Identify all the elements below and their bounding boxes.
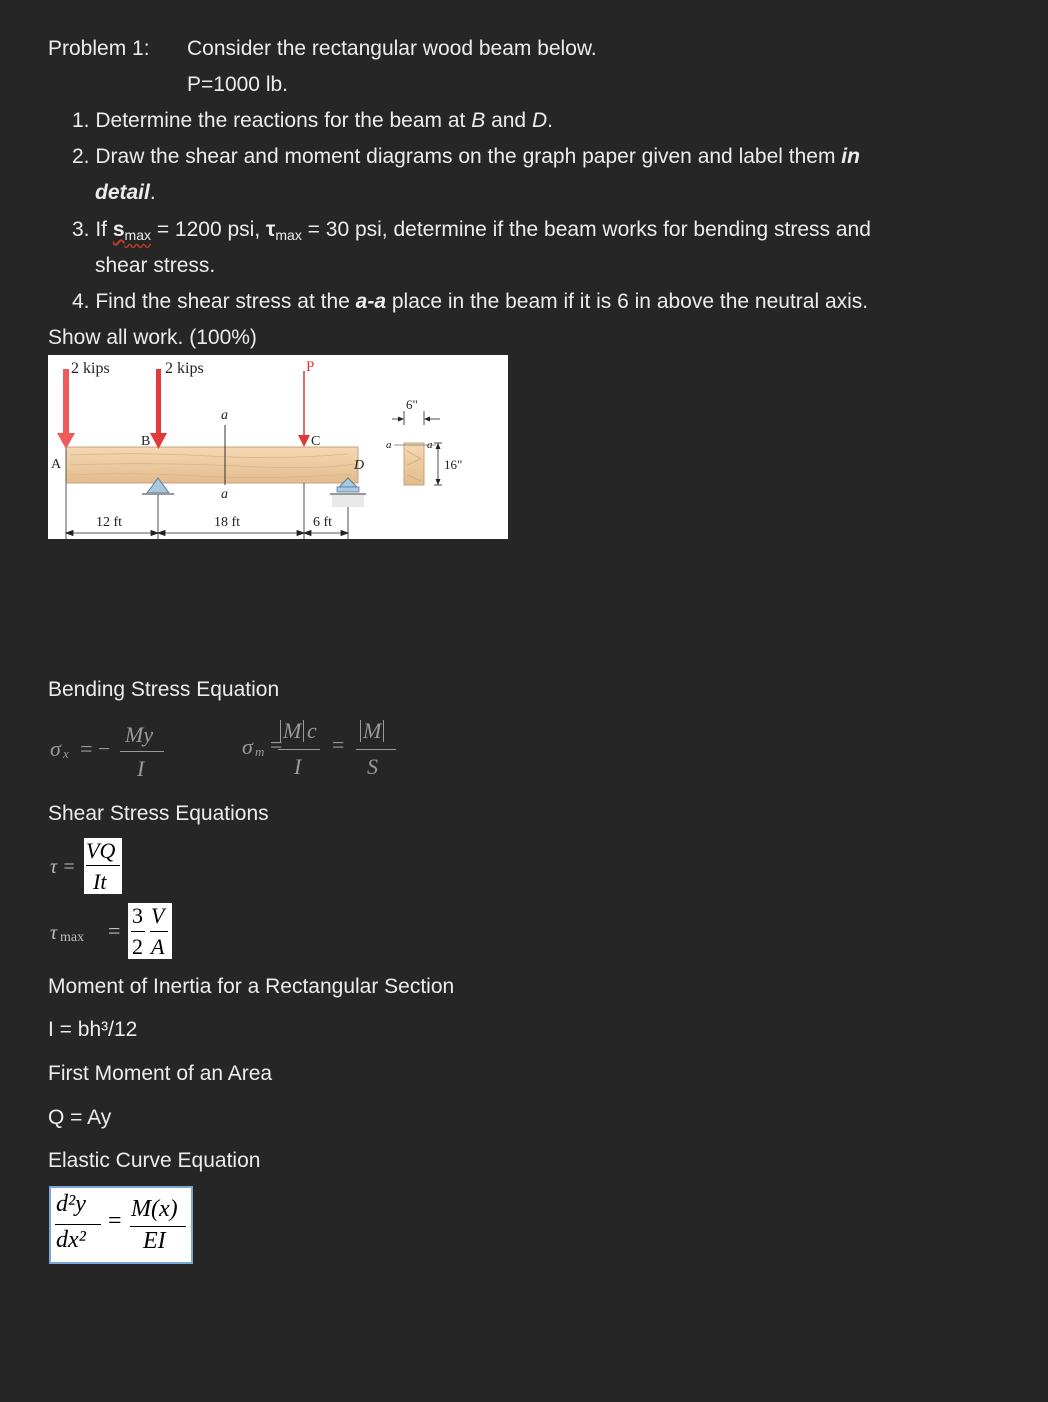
label-load-1: 2 kips xyxy=(71,360,110,377)
dimension-lines xyxy=(66,483,348,539)
label-section-bottom: a xyxy=(221,487,228,502)
task-4: 4. Find the shear stress at the a-a place in the beam if it is 6 in above the neutral axis. xyxy=(72,290,869,313)
cross-section xyxy=(392,411,442,485)
task-1: 1. Determine the reactions for the beam at B and D. xyxy=(72,109,553,132)
elastic-curve-formula: d²y dx² = M(x) EI xyxy=(49,1186,193,1264)
flexure-formula: σ x = − My I xyxy=(48,722,166,786)
shear-title: Shear Stress Equations xyxy=(48,802,269,825)
label-cs-a-right: a xyxy=(427,439,433,451)
inertia-formula: I = bh³/12 xyxy=(48,1018,138,1041)
max-bending-formula: σ m = M c I = M S xyxy=(240,716,400,786)
problem-label: Problem 1: xyxy=(48,37,150,60)
label-dim-1: 12 ft xyxy=(96,515,123,530)
label-section-top: a xyxy=(221,408,228,423)
first-moment-formula: Q = Ay xyxy=(48,1106,112,1129)
label-dim-3: 6 ft xyxy=(313,515,333,530)
load-arrow-c xyxy=(298,371,310,447)
given-load: P=1000 lb. xyxy=(187,73,289,96)
bending-title: Bending Stress Equation xyxy=(48,678,280,701)
label-dim-2: 18 ft xyxy=(214,515,241,530)
label-cs-height: 16" xyxy=(444,457,463,472)
label-point-a: A xyxy=(51,457,62,472)
inertia-title: Moment of Inertia for a Rectangular Section xyxy=(48,975,455,998)
label-load-p: P xyxy=(306,359,315,375)
task-3-cont: shear stress. xyxy=(95,254,216,277)
beam-figure xyxy=(48,355,508,539)
task-2-cont: detail. xyxy=(95,181,156,204)
elastic-curve-title: Elastic Curve Equation xyxy=(48,1149,261,1172)
label-point-d: D xyxy=(354,458,365,473)
label-point-c: C xyxy=(311,434,321,449)
show-work-note: Show all work. (100%) xyxy=(48,326,257,349)
load-arrow-a xyxy=(57,369,75,449)
task-3: 3. If $s_{max} = 1200$ psi, $\tau_{max} = 30$ psi, determine if the beam works for bending stress and xyxy=(72,218,871,243)
problem-intro: Consider the rectangular wood beam below. xyxy=(187,37,597,60)
max-shear-formula: τ max = 3 V 2 A xyxy=(48,903,174,959)
load-arrow-b xyxy=(150,369,167,449)
label-load-2: 2 kips xyxy=(165,360,204,377)
label-cs-a-left: a xyxy=(386,439,392,451)
shear-formula: τ = VQ It xyxy=(48,838,124,894)
label-point-b: B xyxy=(141,434,151,449)
first-moment-title: First Moment of an Area xyxy=(48,1062,273,1085)
label-cs-width: 6" xyxy=(406,397,418,412)
task-2: 2. Draw the shear and moment diagrams on the graph paper given and label them in xyxy=(72,145,860,168)
